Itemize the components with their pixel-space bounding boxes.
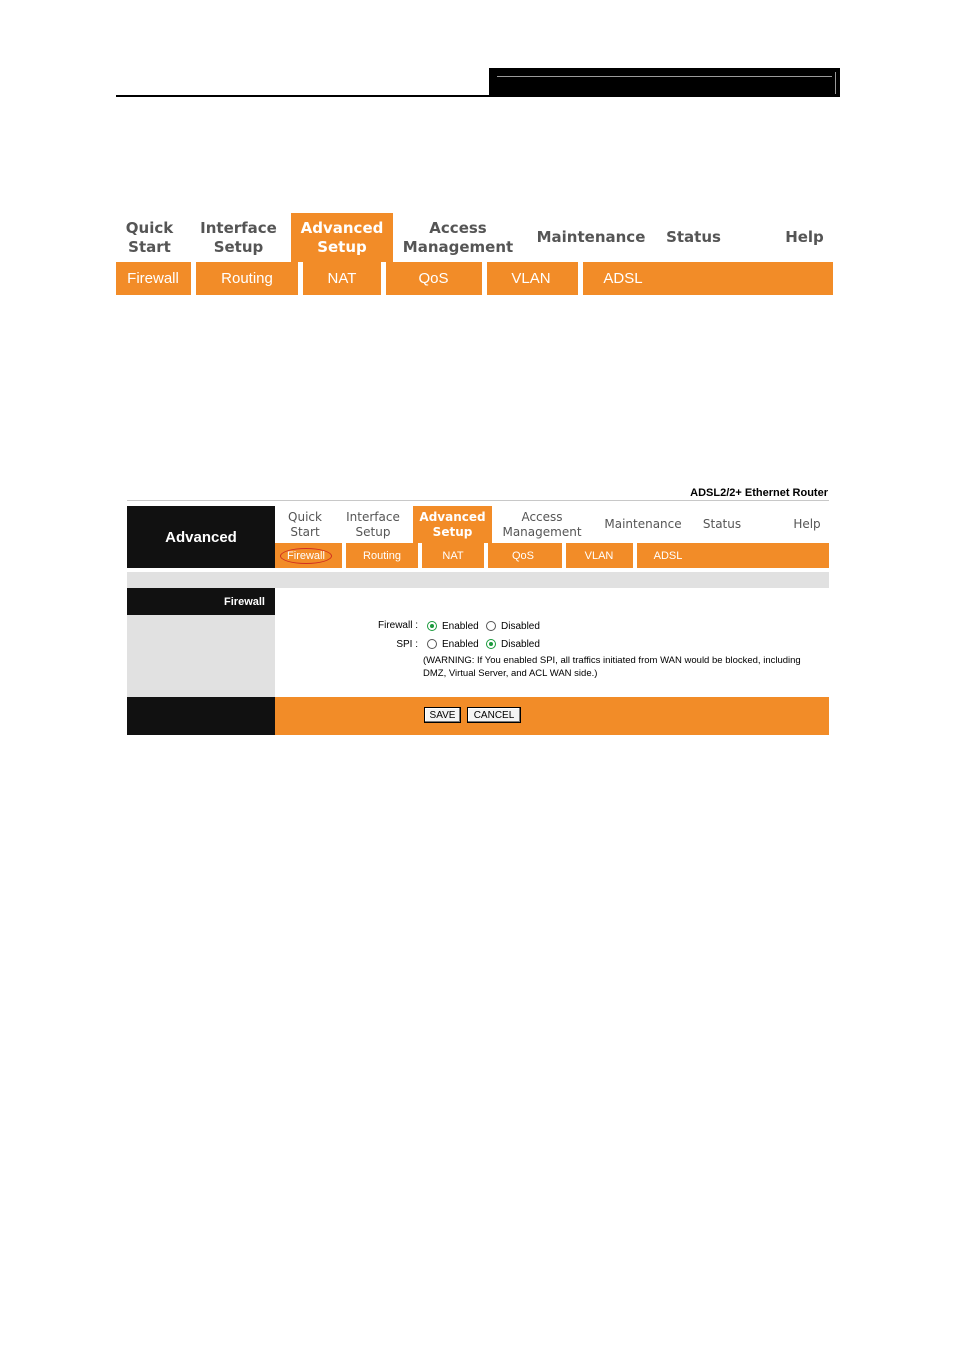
sub-menu-firewall-label: Firewall [280, 548, 332, 564]
big-menu-advanced-setup[interactable]: Advanced Setup [291, 213, 393, 262]
sub-menu-routing[interactable]: Routing [363, 549, 401, 562]
big-sub-routing[interactable]: Routing [221, 270, 273, 287]
button-bar [275, 697, 829, 735]
panel-title: Firewall [127, 588, 275, 615]
spi-warning [423, 654, 823, 680]
section-title: Advanced [127, 506, 275, 568]
menu-maintenance[interactable]: Maintenance [604, 517, 682, 531]
big-sub-vlan[interactable]: VLAN [511, 270, 551, 287]
big-sub-firewall[interactable]: Firewall [127, 270, 179, 287]
big-menu-quick-start[interactable]: Quick Start [125, 218, 174, 256]
cancel-button[interactable]: CANCEL [467, 707, 521, 723]
header-inner-line [497, 76, 832, 77]
menu-access-management[interactable]: Access Management [502, 509, 582, 539]
big-sub-qos[interactable]: QoS [418, 270, 449, 287]
save-button[interactable]: SAVE [424, 707, 461, 723]
menu-help[interactable]: Help [793, 517, 821, 531]
left-panel-bottom [127, 697, 275, 735]
sub-menu-vlan[interactable]: VLAN [584, 549, 614, 562]
spi-enabled-radio[interactable] [427, 639, 437, 649]
firewall-disabled-label: Disabled [501, 621, 540, 632]
big-menu-help[interactable]: Help [785, 228, 824, 246]
spi-disabled-radio[interactable] [486, 639, 496, 649]
sub-menu-adsl[interactable]: ADSL [653, 549, 683, 562]
header-rule [116, 95, 489, 97]
sub-menu-qos[interactable]: QoS [511, 549, 534, 562]
big-menu-interface-setup[interactable]: Interface Setup [200, 218, 277, 256]
sub-menu-nat[interactable]: NAT [442, 549, 464, 562]
menu-interface-setup[interactable]: Interface Setup [346, 509, 400, 539]
menu-advanced-setup[interactable]: Advanced Setup [413, 506, 492, 543]
menu-quick-start[interactable]: Quick Start [288, 509, 322, 539]
big-menu-access-management[interactable]: Access Management [402, 218, 514, 256]
left-panel-grey [127, 615, 275, 697]
spacer-bar [127, 572, 829, 588]
big-sub-menu [116, 262, 833, 295]
spi-disabled-label: Disabled [501, 639, 540, 650]
product-name: ADSL2/2+ Ethernet Router [690, 487, 828, 499]
product-divider [127, 500, 829, 501]
spi-enabled-label: Enabled [442, 639, 479, 650]
header-edge-line [835, 72, 836, 94]
big-main-menu [116, 213, 833, 262]
sub-menu [275, 543, 829, 568]
spi-label: SPI : [396, 639, 418, 650]
main-menu [275, 506, 829, 543]
big-menu-status[interactable]: Status [666, 228, 721, 246]
spi-warning-line-2: DMZ, Virtual Server, and ACL WAN side.) [423, 668, 598, 679]
big-sub-adsl[interactable]: ADSL [603, 270, 643, 287]
firewall-enabled-label: Enabled [442, 621, 479, 632]
firewall-disabled-radio[interactable] [486, 621, 496, 631]
firewall-enabled-radio[interactable] [427, 621, 437, 631]
sub-menu-firewall[interactable] [275, 543, 337, 568]
spi-warning-line-1: (WARNING: If You enabled SPI, all traffics initiated from WAN would be blocked, including [423, 655, 801, 666]
big-menu-maintenance[interactable]: Maintenance [536, 228, 646, 246]
big-sub-nat[interactable]: NAT [327, 270, 357, 287]
menu-status[interactable]: Status [702, 517, 742, 531]
firewall-label: Firewall : [377, 620, 418, 631]
header-black-tab [489, 68, 840, 97]
